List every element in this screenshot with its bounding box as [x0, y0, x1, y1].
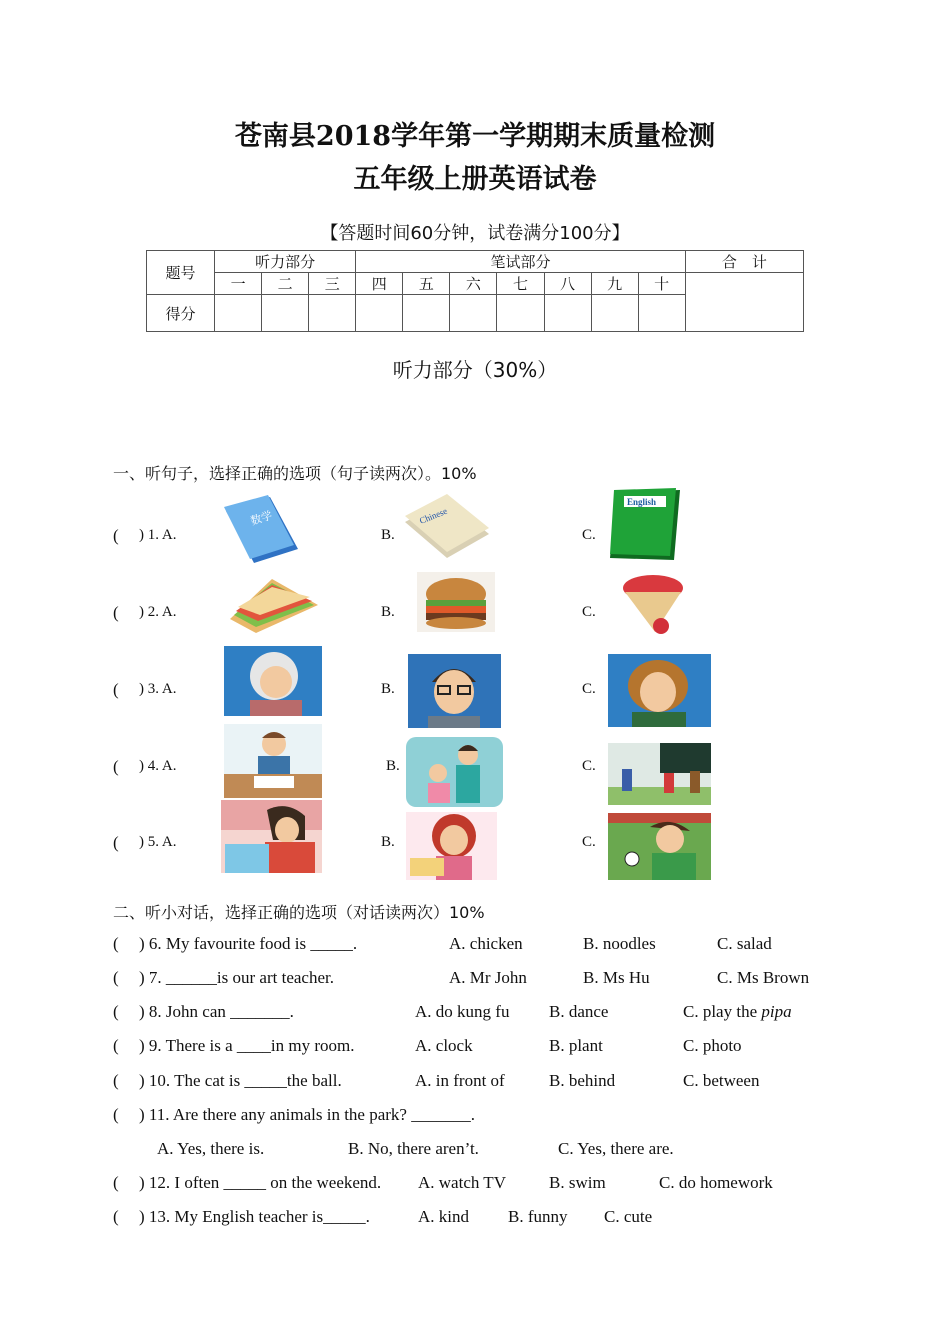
chinese-book-label: Chinese — [418, 505, 449, 526]
q12-option-a: A. watch TV — [418, 1173, 506, 1192]
total-score-cell[interactable] — [685, 273, 803, 332]
girl-reading-image — [406, 812, 497, 880]
score-cell[interactable] — [544, 295, 591, 332]
answer-bracket[interactable]: ( — [113, 526, 119, 545]
q9-option-c: C. photo — [683, 1036, 742, 1055]
q2-label: ) 2. A. — [139, 604, 177, 620]
time-info: 【答题时间60分钟，试卷满分100分】 — [320, 223, 630, 244]
q6-stem: ) 6. My favourite food is _____. — [139, 934, 358, 953]
q9-stem: ) 9. There is a ____in my room. — [139, 1036, 355, 1055]
q10-option-c: C. between — [683, 1071, 760, 1090]
answer-bracket[interactable]: ( — [113, 1036, 119, 1055]
math-book-label: 数学 — [249, 509, 274, 528]
score-label: 得分 — [147, 295, 215, 332]
q4-label: ) 4. A. — [139, 758, 177, 774]
answer-bracket[interactable]: ( — [113, 833, 119, 852]
col-9: 九 — [591, 273, 638, 295]
woman-curly-hair-image — [608, 654, 711, 727]
answer-bracket[interactable]: ( — [113, 603, 119, 622]
q9-option-b: B. plant — [549, 1036, 603, 1055]
answer-bracket[interactable]: ( — [113, 968, 119, 987]
q4-b-label: B. — [386, 758, 400, 774]
q8-option-c-italic: pipa — [761, 1002, 792, 1021]
q7-option-a: A. Mr John — [449, 968, 527, 987]
score-table — [146, 250, 804, 332]
q10-option-b: B. behind — [549, 1071, 616, 1090]
score-cell[interactable] — [309, 295, 356, 332]
q1-b-label: B. — [381, 527, 395, 543]
q8-option-a: A. do kung fu — [415, 1002, 510, 1021]
chinese-book-image — [403, 494, 491, 560]
q11-option-c: C. Yes, there are. — [558, 1139, 674, 1158]
listening-section-title: 听力部分（30%） — [392, 358, 558, 382]
q10-option-a: A. in front of — [415, 1071, 505, 1090]
col-2: 二 — [262, 273, 309, 295]
answer-bracket[interactable]: ( — [113, 680, 119, 699]
q4-c-label: C. — [582, 758, 596, 774]
q7-option-c: C. Ms Brown — [717, 968, 810, 987]
score-cell[interactable] — [450, 295, 497, 332]
exam-title: 苍南县2018学年第一学期期末质量检测 — [234, 121, 716, 152]
q13-option-b: B. funny — [508, 1207, 568, 1226]
q6-option-a: A. chicken — [449, 934, 523, 953]
q3-b-label: B. — [381, 681, 395, 697]
total-label: 合 计 — [685, 251, 803, 273]
q3-label: ) 3. A. — [139, 681, 177, 697]
q12-option-b: B. swim — [549, 1173, 606, 1192]
part2-heading: 二、听小对话，选择正确的选项（对话读两次）10% — [113, 903, 485, 922]
q11-stem: ) 11. Are there any animals in the park? _______. — [139, 1105, 475, 1124]
col-6: 六 — [450, 273, 497, 295]
col-10: 十 — [638, 273, 685, 295]
grandma-image — [224, 646, 322, 716]
q8-option-c-prefix: C. play the — [683, 1002, 762, 1021]
col-5: 五 — [403, 273, 450, 295]
q6-option-b: B. noodles — [583, 934, 656, 953]
man-at-desk-image — [224, 724, 322, 798]
q13-option-a: A. kind — [418, 1207, 469, 1226]
q7-stem: ) 7. ______is our art teacher. — [139, 968, 334, 987]
answer-bracket[interactable]: ( — [113, 1105, 119, 1124]
boy-football-image — [608, 813, 711, 880]
part1-heading: 一、听句子，选择正确的选项（句子读两次）。10% — [113, 464, 477, 483]
q13-option-c: C. cute — [604, 1207, 653, 1226]
q5-c-label: C. — [582, 834, 596, 850]
col-3: 三 — [309, 273, 356, 295]
q8-stem: ) 8. John can _______. — [139, 1002, 294, 1021]
score-cell[interactable] — [497, 295, 544, 332]
mother-and-child-image — [406, 737, 503, 807]
answer-bracket[interactable]: ( — [113, 1071, 119, 1090]
score-cell[interactable] — [215, 295, 262, 332]
listening-group-label: 听力部分 — [215, 251, 356, 273]
score-cell[interactable] — [356, 295, 403, 332]
ice-cream-image — [617, 572, 687, 636]
score-cell[interactable] — [403, 295, 450, 332]
man-with-glasses-image — [408, 654, 501, 728]
english-book-label: English — [627, 497, 657, 507]
q1-label: ) 1. A. — [139, 527, 177, 543]
english-book-image — [608, 488, 684, 562]
q1-c-label: C. — [582, 527, 596, 543]
sandwich-image — [226, 575, 322, 637]
q11-option-a: A. Yes, there is. — [157, 1139, 265, 1158]
q2-b-label: B. — [381, 604, 395, 620]
kids-cleaning-image — [608, 743, 711, 805]
answer-bracket[interactable]: ( — [113, 1002, 119, 1021]
q6-option-c: C. salad — [717, 934, 772, 953]
q13-stem: ) 13. My English teacher is_____. — [139, 1207, 370, 1226]
q12-option-c: C. do homework — [659, 1173, 773, 1192]
q2-c-label: C. — [582, 604, 596, 620]
col-8: 八 — [544, 273, 591, 295]
q5-b-label: B. — [381, 834, 395, 850]
q11-option-b: B. No, there aren’t. — [348, 1139, 479, 1158]
exam-subtitle: 五年级上册英语试卷 — [353, 164, 597, 195]
washing-hands-image — [221, 800, 322, 873]
q12-stem: ) 12. I often _____ on the weekend. — [139, 1173, 382, 1192]
q7-option-b: B. Ms Hu — [583, 968, 650, 987]
answer-bracket[interactable]: ( — [113, 1173, 119, 1192]
score-cell[interactable] — [262, 295, 309, 332]
q5-label: ) 5. A. — [139, 834, 177, 850]
answer-bracket[interactable]: ( — [113, 934, 119, 953]
q3-c-label: C. — [582, 681, 596, 697]
score-cell[interactable] — [638, 295, 685, 332]
writing-group-label: 笔试部分 — [356, 251, 685, 273]
q8-option-c — [683, 1002, 792, 1022]
q8-option-b: B. dance — [549, 1002, 609, 1021]
q9-option-a: A. clock — [415, 1036, 473, 1055]
hamburger-image — [417, 572, 495, 632]
score-cell[interactable] — [591, 295, 638, 332]
answer-bracket[interactable]: ( — [113, 757, 119, 776]
answer-bracket[interactable]: ( — [113, 1207, 119, 1226]
col-7: 七 — [497, 273, 544, 295]
question-number-label: 题号 — [147, 251, 215, 295]
math-book-image — [222, 495, 302, 565]
q10-stem: ) 10. The cat is _____the ball. — [139, 1071, 342, 1090]
col-4: 四 — [356, 273, 403, 295]
col-1: 一 — [215, 273, 262, 295]
